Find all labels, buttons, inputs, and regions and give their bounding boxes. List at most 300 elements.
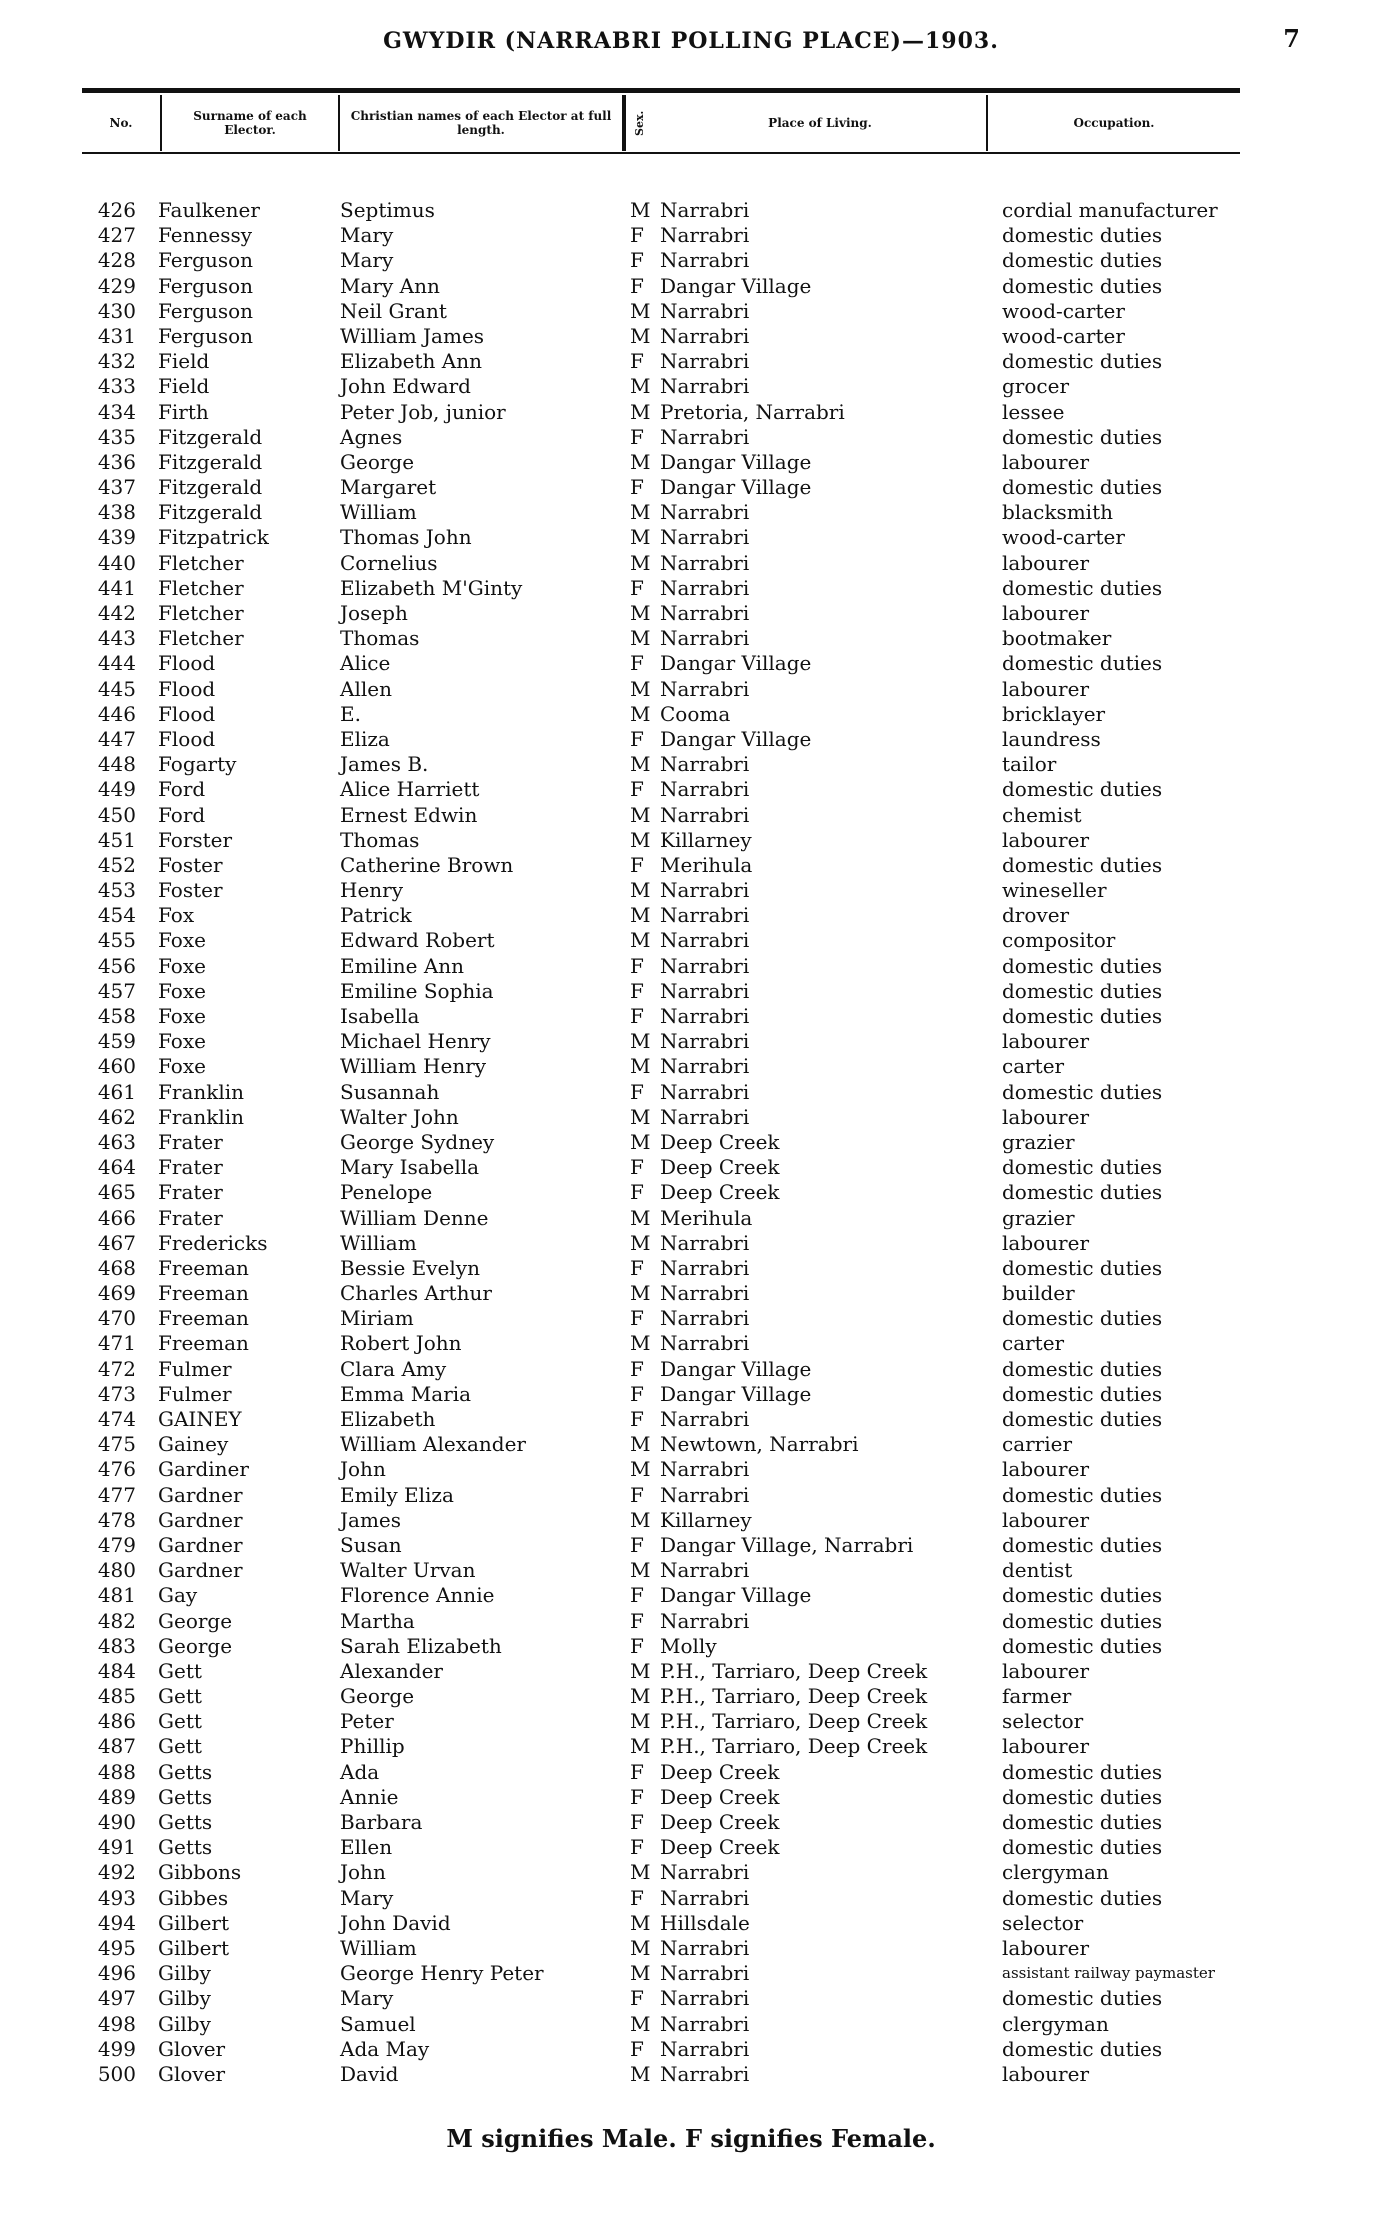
elector-occupation: domestic duties [1002,223,1163,248]
elector-sex: F [630,1306,644,1331]
elector-occupation: domestic duties [1002,1583,1163,1608]
elector-christian-names: Isabella [340,1004,420,1028]
elector-place: Narrabri [660,575,750,600]
elector-number: 498 [97,2011,136,2036]
elector-christian-names: Barbara [340,1810,423,1834]
elector-surname: Getts [158,1759,213,1784]
table-row [0,1357,1382,1382]
elector-surname: Fletcher [158,601,244,625]
elector-sex: F [630,2036,644,2061]
table-row [0,1986,1382,2011]
elector-occupation: domestic duties [1002,1306,1163,1331]
elector-number: 500 [97,2061,136,2086]
elector-number: 446 [97,701,136,726]
elector-place: Narrabri [660,928,750,953]
elector-occupation: grocer [1002,374,1070,399]
table-row [0,198,1382,223]
elector-christian-names: Sarah Elizabeth [340,1633,502,1658]
elector-occupation: bricklayer [1002,701,1106,726]
elector-surname: Fennessy [158,223,253,248]
elector-christian-names: Emma Maria [340,1381,472,1406]
elector-number: 439 [97,525,136,550]
elector-number: 454 [97,903,136,928]
elector-number: 450 [97,802,136,827]
elector-occupation: labourer [1002,1104,1090,1129]
elector-place: Narrabri [660,198,750,222]
elector-occupation: domestic duties [1002,575,1163,600]
table-row [0,1911,1382,1936]
elector-place: Narrabri [660,1986,750,2011]
elector-christian-names: David [340,2061,399,2086]
elector-occupation: domestic duties [1002,1986,1163,2011]
elector-sex: F [630,1356,644,1381]
elector-occupation: assistant railway paymaster [1002,1964,1215,1983]
elector-christian-names: William [340,1935,417,1960]
elector-christian-names: Mary Ann [340,273,440,298]
elector-sex: F [630,424,644,449]
elector-sex: M [630,2061,651,2086]
elector-number: 489 [97,1784,136,1809]
elector-number: 456 [97,953,136,978]
elector-surname: Foxe [158,1029,206,1054]
elector-surname: Flood [158,676,216,701]
elector-place: Narrabri [660,752,750,777]
elector-occupation: domestic duties [1002,1407,1163,1431]
elector-number: 441 [97,575,136,600]
elector-occupation: lessee [1002,399,1065,424]
elector-number: 471 [97,1331,136,1356]
elector-place: Deep Creek [660,1759,780,1784]
header-rule-top [82,88,1240,93]
elector-surname: Firth [158,399,209,424]
column-header-no: No. [82,95,162,151]
elector-surname: Fletcher [158,550,244,575]
elector-number: 482 [97,1608,136,1633]
elector-place: Narrabri [660,1281,750,1306]
elector-occupation: labourer [1002,1658,1090,1683]
elector-christian-names: Elizabeth M'Ginty [340,575,523,600]
elector-christian-names: Clara Amy [340,1356,447,1381]
table-row [0,1306,1382,1331]
elector-number: 465 [97,1180,136,1205]
elector-surname: Freeman [158,1281,249,1306]
elector-sex: F [630,1583,644,1608]
table-row [0,1281,1382,1306]
elector-sex: M [630,1457,651,1482]
elector-occupation: chemist [1002,802,1082,827]
elector-sex: F [630,953,644,978]
page-header [0,20,1382,60]
table-row [0,576,1382,601]
elector-surname: Gett [158,1658,202,1683]
elector-surname: Fletcher [158,626,244,651]
elector-surname: Gilby [158,1986,211,2011]
elector-sex: F [630,1885,644,1910]
table-row [0,828,1382,853]
elector-christian-names: William Henry [340,1054,487,1079]
elector-sex: M [630,550,651,575]
elector-place: Narrabri [660,1558,750,1583]
elector-list [0,198,1382,2087]
elector-occupation: domestic duties [1002,852,1163,877]
table-row [0,954,1382,979]
table-row [0,324,1382,349]
elector-place: Narrabri [660,1306,750,1331]
table-row [0,450,1382,475]
elector-occupation: cordial manufacturer [1002,198,1218,222]
elector-surname: Getts [158,1835,213,1860]
elector-number: 435 [97,424,136,449]
elector-christian-names: Annie [340,1784,399,1809]
elector-place: Narrabri [660,1004,750,1028]
table-row [0,1634,1382,1659]
elector-number: 430 [97,298,136,323]
elector-christian-names: Elizabeth Ann [340,349,482,374]
elector-occupation: carter [1002,1054,1065,1079]
elector-number: 429 [97,273,136,298]
elector-occupation: labourer [1002,601,1090,625]
elector-surname: Gardiner [158,1457,249,1482]
elector-surname: Fitzgerald [158,424,263,449]
elector-sex: M [630,1507,651,1532]
elector-number: 481 [97,1583,136,1608]
elector-surname: Field [158,374,210,399]
elector-occupation: laundress [1002,726,1101,751]
elector-sex: F [630,978,644,1003]
elector-christian-names: Mary [340,1885,394,1910]
table-row [0,1180,1382,1205]
elector-surname: Fogarty [158,752,237,777]
elector-christian-names: William James [340,323,485,348]
elector-number: 486 [97,1709,136,1734]
elector-christian-names: Eliza [340,726,390,751]
elector-occupation: domestic duties [1002,1356,1163,1381]
elector-number: 467 [97,1230,136,1255]
elector-christian-names: Ellen [340,1835,393,1860]
elector-place: Deep Creek [660,1810,780,1834]
elector-sex: F [630,726,644,751]
elector-occupation: farmer [1002,1684,1072,1709]
table-row [0,1407,1382,1432]
elector-christian-names: John David [340,1910,451,1935]
elector-sex: F [630,1482,644,1507]
table-row [0,1609,1382,1634]
elector-place: Narrabri [660,248,750,273]
elector-number: 438 [97,500,136,525]
elector-number: 440 [97,550,136,575]
elector-occupation: domestic duties [1002,248,1163,273]
elector-sex: F [630,248,644,273]
page-number: 7 [1283,24,1300,53]
elector-occupation: domestic duties [1002,953,1163,978]
elector-sex: F [630,1532,644,1557]
elector-occupation: carrier [1002,1432,1073,1457]
elector-occupation: domestic duties [1002,1759,1163,1784]
elector-number: 426 [97,198,136,222]
table-row [0,248,1382,273]
elector-number: 478 [97,1507,136,1532]
elector-surname: Flood [158,651,216,676]
elector-number: 447 [97,726,136,751]
elector-place: Cooma [660,701,731,726]
elector-place: Killarney [660,827,752,852]
elector-number: 487 [97,1734,136,1759]
elector-number: 472 [97,1356,136,1381]
elector-occupation: domestic duties [1002,777,1163,802]
elector-sex: F [630,349,644,374]
elector-number: 475 [97,1432,136,1457]
elector-number: 432 [97,349,136,374]
elector-christian-names: Emiline Ann [340,953,465,978]
elector-sex: M [630,601,651,625]
table-row [0,928,1382,953]
elector-christian-names: Emily Eliza [340,1482,454,1507]
elector-sex: M [630,1205,651,1230]
elector-christian-names: Susannah [340,1079,440,1104]
elector-surname: Gainey [158,1432,229,1457]
elector-christian-names: Miriam [340,1306,414,1331]
elector-number: 480 [97,1558,136,1583]
elector-occupation: domestic duties [1002,1004,1163,1028]
elector-christian-names: Mary [340,248,394,273]
elector-christian-names: Thomas [340,827,420,852]
elector-surname: Gilbert [158,1910,230,1935]
elector-place: Deep Creek [660,1180,780,1205]
elector-place: Narrabri [660,1935,750,1960]
elector-surname: Franklin [158,1079,245,1104]
elector-christian-names: James [340,1507,402,1532]
elector-place: Narrabri [660,1331,750,1356]
elector-number: 458 [97,1004,136,1028]
elector-sex: F [630,1608,644,1633]
table-row [0,1760,1382,1785]
elector-occupation: domestic duties [1002,1381,1163,1406]
elector-surname: Freeman [158,1331,249,1356]
table-row [0,400,1382,425]
column-header-surname: Surname of each Elector. [162,95,340,151]
elector-surname: Fredericks [158,1230,268,1255]
elector-place: Deep Creek [660,1784,780,1809]
elector-occupation: selector [1002,1709,1084,1734]
elector-place: Dangar Village [660,726,812,751]
elector-surname: Frater [158,1129,223,1154]
elector-number: 477 [97,1482,136,1507]
elector-place: Narrabri [660,1885,750,1910]
elector-surname: Gilbert [158,1935,230,1960]
elector-sex: M [630,1961,651,1986]
elector-surname: Freeman [158,1306,249,1331]
table-row [0,1483,1382,1508]
table-row [0,803,1382,828]
elector-occupation: labourer [1002,1507,1090,1532]
elector-sex: M [630,1129,651,1154]
table-row [0,551,1382,576]
table-row [0,1734,1382,1759]
elector-sex: M [630,1658,651,1683]
table-row [0,651,1382,676]
table-row [0,979,1382,1004]
table-row [0,299,1382,324]
elector-christian-names: Allen [340,676,392,701]
elector-sex: M [630,399,651,424]
elector-sex: M [630,323,651,348]
table-row [0,601,1382,626]
elector-number: 474 [97,1407,136,1431]
elector-place: Deep Creek [660,1835,780,1860]
table-row [0,727,1382,752]
table-row [0,374,1382,399]
elector-surname: Fulmer [158,1381,232,1406]
elector-sex: M [630,2011,651,2036]
elector-number: 488 [97,1759,136,1784]
elector-christian-names: George Sydney [340,1129,495,1154]
elector-sex: M [630,1935,651,1960]
elector-occupation: domestic duties [1002,1482,1163,1507]
elector-place: Narrabri [660,1104,750,1129]
elector-place: Narrabri [660,1230,750,1255]
elector-christian-names: Mary [340,1986,394,2011]
elector-occupation: wood-carter [1002,525,1125,550]
elector-christian-names: Robert John [340,1331,462,1356]
elector-christian-names: Thomas John [340,525,472,550]
elector-sex: M [630,1860,651,1885]
elector-sex: M [630,676,651,701]
elector-surname: Getts [158,1810,213,1834]
elector-place: Narrabri [660,525,750,550]
elector-christian-names: Catherine Brown [340,852,514,877]
table-row [0,1080,1382,1105]
elector-surname: Ford [158,802,206,827]
elector-number: 434 [97,399,136,424]
elector-number: 448 [97,752,136,777]
elector-place: Narrabri [660,903,750,928]
elector-occupation: domestic duties [1002,1784,1163,1809]
elector-place: Narrabri [660,424,750,449]
elector-occupation: domestic duties [1002,1255,1163,1280]
elector-place: Dangar Village [660,651,812,676]
elector-place: Dangar Village [660,1381,812,1406]
elector-surname: Flood [158,701,216,726]
elector-sex: M [630,525,651,550]
elector-place: Narrabri [660,2061,750,2086]
elector-place: Deep Creek [660,1155,780,1180]
table-row [0,1785,1382,1810]
elector-surname: Fitzgerald [158,449,263,474]
elector-sex: F [630,852,644,877]
elector-occupation: domestic duties [1002,424,1163,449]
elector-christian-names: Henry [340,878,404,903]
elector-christian-names: James B. [340,752,429,777]
elector-occupation: domestic duties [1002,651,1163,676]
elector-number: 444 [97,651,136,676]
elector-surname: Ferguson [158,323,254,348]
elector-place: Narrabri [660,978,750,1003]
elector-surname: Foster [158,878,223,903]
elector-place: Narrabri [660,1961,750,1986]
elector-christian-names: William Denne [340,1205,489,1230]
elector-sex: F [630,1759,644,1784]
elector-sex: F [630,1835,644,1860]
elector-christian-names: William [340,500,417,525]
elector-christian-names: Ada May [340,2036,430,2061]
elector-christian-names: John [340,1860,386,1885]
elector-surname: Flood [158,726,216,751]
table-row [0,702,1382,727]
elector-number: 484 [97,1658,136,1683]
elector-occupation: domestic duties [1002,2036,1163,2061]
elector-occupation: compositor [1002,928,1116,953]
elector-occupation: carter [1002,1331,1065,1356]
elector-number: 497 [97,1986,136,2011]
elector-surname: Gardner [158,1507,243,1532]
elector-surname: Getts [158,1784,213,1809]
elector-number: 433 [97,374,136,399]
elector-christian-names: Samuel [340,2011,416,2036]
elector-place: Narrabri [660,1608,750,1633]
elector-number: 473 [97,1381,136,1406]
elector-number: 466 [97,1205,136,1230]
elector-surname: George [158,1633,233,1658]
elector-christian-names: E. [340,701,361,726]
elector-place: Merihula [660,852,753,877]
elector-occupation: domestic duties [1002,273,1163,298]
elector-surname: Frater [158,1205,223,1230]
elector-christian-names: Thomas [340,626,420,651]
elector-occupation: clergyman [1002,2011,1109,2036]
elector-occupation: labourer [1002,1457,1090,1482]
table-row [0,626,1382,651]
elector-occupation: drover [1002,903,1070,928]
elector-sex: M [630,903,651,928]
table-row [0,1961,1382,1986]
elector-number: 496 [97,1961,136,1986]
elector-christian-names: Agnes [340,424,403,449]
elector-sex: M [630,928,651,953]
elector-occupation: labourer [1002,1029,1090,1054]
elector-christian-names: Phillip [340,1734,405,1759]
elector-sex: M [630,449,651,474]
elector-sex: M [630,1734,651,1759]
elector-christian-names: Peter [340,1709,394,1734]
elector-number: 443 [97,626,136,651]
elector-number: 459 [97,1029,136,1054]
elector-sex: F [630,651,644,676]
table-row [0,1256,1382,1281]
elector-sex: M [630,374,651,399]
elector-surname: Foxe [158,1004,206,1028]
elector-occupation: domestic duties [1002,1810,1163,1834]
elector-christian-names: Peter Job, junior [340,399,506,424]
table-row [0,1684,1382,1709]
elector-place: Narrabri [660,953,750,978]
elector-surname: Foxe [158,928,206,953]
elector-surname: Ferguson [158,248,254,273]
elector-surname: Forster [158,827,233,852]
table-row [0,475,1382,500]
elector-sex: M [630,198,651,222]
elector-occupation: wood-carter [1002,323,1125,348]
elector-christian-names: Patrick [340,903,412,928]
elector-christian-names: Walter John [340,1104,459,1129]
table-row [0,500,1382,525]
elector-christian-names: Ernest Edwin [340,802,478,827]
table-row [0,1659,1382,1684]
elector-surname: Gilby [158,2011,211,2036]
elector-number: 455 [97,928,136,953]
elector-surname: Foxe [158,978,206,1003]
elector-number: 452 [97,852,136,877]
elector-place: Narrabri [660,374,750,399]
